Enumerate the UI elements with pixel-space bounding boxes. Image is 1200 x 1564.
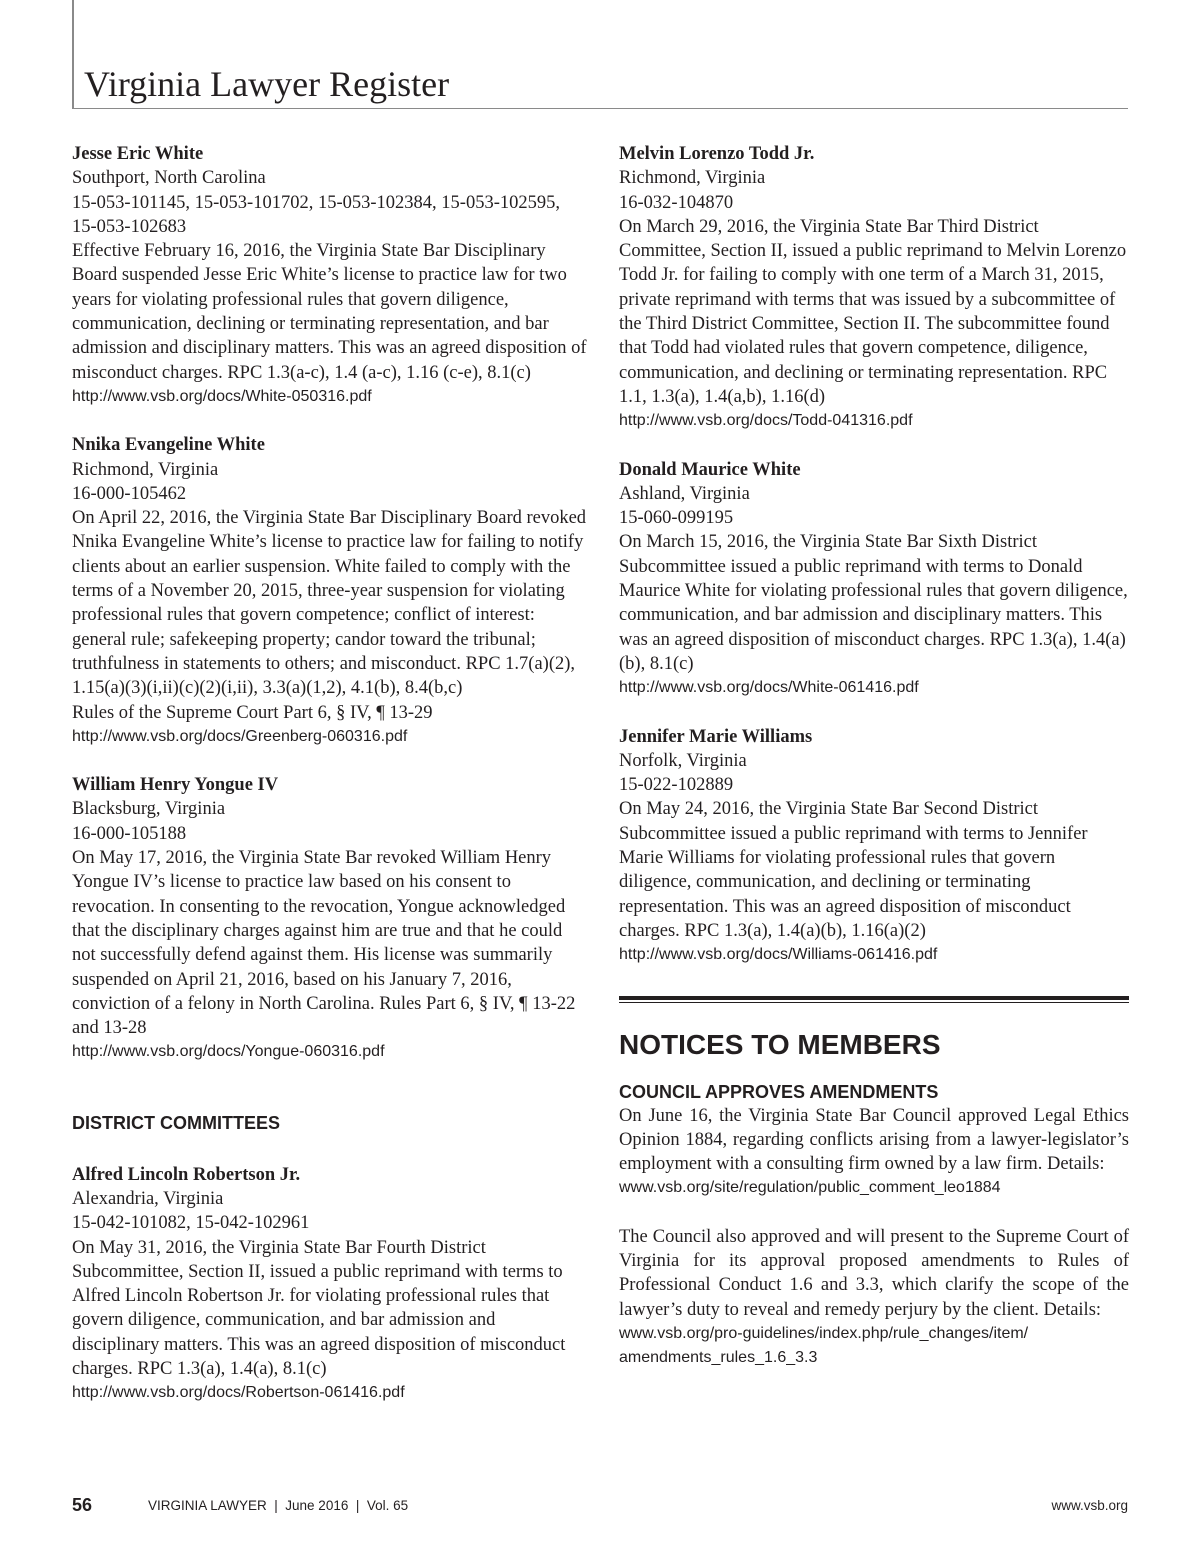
header-horizontal-rule <box>72 108 1128 109</box>
right-column <box>619 142 1129 1370</box>
entry-body: On March 29, 2016, the Virginia State Bar Third District Committee, Section II, issued a public reprimand to Melvin Lorenzo Todd Jr. for failing to comply with one term of a March 31, 2015, private reprimand with terms that was issued by a subcommittee of the Third District Committee, Section II. The subcommittee found that Todd had violated rules that govern competence, diligence, communication, and declining or terminating representation. RPC 1.1, 1.3(a), 1.4(a,b), 1.16(d) <box>619 216 1127 407</box>
notice-subheading: COUNCIL APPROVES AMENDMENTS <box>619 1081 939 1102</box>
entry-body: On April 22, 2016, the Virginia State Bar Disciplinary Board revoked Nnika Evangeline White’s license to practice law for failing to notify clients about an earlier suspension. White failed to comply with the terms of a November 20, 2015, three-year suspension for violating professional rules that govern competence; conflict of interest: general rule; safekeeping property; candor toward the tribunal; truthfulness in statements to others; and misconduct. RPC 1.7(a)(2), 1.15(a)(3)(i,ii)(c)(2)(i,ii), 3.3(a)(1,2), 4.1(b), 8.4(b,c) <box>72 508 587 699</box>
case-numbers: 15-042-101082, 15-042-102961 <box>72 1213 310 1234</box>
attorney-name: Alfred Lincoln Robertson Jr. <box>72 1164 301 1185</box>
entry-body: On May 24, 2016, the Virginia State Bar Second District Subcommittee issued a public reprimand with terms to Jennifer Marie Williams for violating professional rules that govern diligence, communication, and declining or terminating representation. This was an agreed disposition of misconduct charges. RPC 1.3(a), 1.4(a)(b), 1.16(a)(2) <box>619 799 1088 941</box>
entry-body: On May 17, 2016, the Virginia State Bar revoked William Henry Yongue IV’s license to practice law based on his consent to revocation. In consenting to the revocation, Yongue acknowledged that the disciplinary charges against him are true and that he could not successfully defend against them. His license was summarily suspended on April 21, 2016, based on his January 7, 2016, conviction of a felony in North Carolina. Rules Part 6, § IV, ¶ 13-22 and 13-28 <box>72 848 576 1039</box>
attorney-name: William Henry Yongue IV <box>72 775 279 796</box>
attorney-location: Richmond, Virginia <box>619 168 766 189</box>
attorney-location: Alexandria, Virginia <box>72 1188 224 1209</box>
page-footer <box>72 1494 1128 1518</box>
notice-paragraph: The Council also approved and will present to the Supreme Court of Virginia for its approval proposed amendments to Rules of Professional Conduct 1.6 and 3.3, which clarify the scope of the lawyer’s duty to reveal and remedy perjury by the client. Details: <box>619 1226 1129 1320</box>
attorney-location: Blacksburg, Virginia <box>72 799 226 820</box>
attorney-name: Donald Maurice White <box>619 459 801 480</box>
entry-body: On May 31, 2016, the Virginia State Bar Fourth District Subcommittee, Section II, issued a public reprimand with terms to Alfred Lincoln Robertson Jr. for violating professional rules that govern diligence, communication, and bar admission and disciplinary matters. This was an agreed disposition of misconduct charges. RPC 1.3(a), 1.4(a), 8.1(c) <box>72 1237 566 1380</box>
register-entry <box>72 433 587 749</box>
notice-paragraph: On June 16, the Virginia State Bar Council approved Legal Ethics Opinion 1884, regarding conflicts arising from a lawyer-legislator’s employment with a consulting firm owned by a law firm. Details: <box>619 1105 1129 1175</box>
page-header-title: Virginia Lawyer Register <box>84 64 450 104</box>
register-entry <box>72 773 587 1065</box>
attorney-location: Norfolk, Virginia <box>619 750 747 771</box>
attorney-name: Nnika Evangeline White <box>72 435 265 456</box>
notice-link-line: www.vsb.org/pro-guidelines/index.php/rule_changes/item/ <box>619 1324 1029 1342</box>
attorney-location: Ashland, Virginia <box>619 483 750 504</box>
district-committees-heading: DISTRICT COMMITTEES <box>72 1112 280 1133</box>
header-vertical-rule <box>72 0 74 108</box>
section-divider <box>619 996 1129 1003</box>
register-entry <box>72 1163 587 1406</box>
attorney-name: Jesse Eric White <box>72 144 204 164</box>
register-entry <box>619 142 1129 434</box>
case-numbers: 16-000-105188 <box>72 823 187 844</box>
left-column <box>72 142 587 1430</box>
document-link[interactable]: http://www.vsb.org/docs/White-050316.pdf <box>72 387 372 405</box>
attorney-name: Melvin Lorenzo Todd Jr. <box>619 144 815 164</box>
entry-body: On March 15, 2016, the Virginia State Bar Sixth District Subcommittee issued a public reprimand with terms to Donald Maurice White for violating professional rules that govern diligence, communication, and bar admission and disciplinary matters. This was an agreed disposition of misconduct charges. RPC 1.3(a), 1.4(a)(b), 8.1(c) <box>619 532 1128 674</box>
entry-body: Effective February 16, 2016, the Virginia State Bar Disciplinary Board suspended Jesse Eric White’s license to practice law for two years for violating professional rules that govern diligence, communication, declining or terminating representation, and bar admission and disciplinary matters. This was an agreed disposition of misconduct charges. RPC 1.3(a-c), 1.4 (a-c), 1.16 (c-e), 8.1(c) <box>72 241 587 383</box>
register-entry <box>619 725 1129 968</box>
register-entry <box>619 458 1129 701</box>
attorney-name: Jennifer Marie Williams <box>619 726 813 747</box>
website-link[interactable]: www.vsb.org <box>1051 1498 1128 1513</box>
notices-title: NOTICES TO MEMBERS <box>619 1028 941 1060</box>
case-numbers: 16-032-104870 <box>619 192 734 213</box>
document-link[interactable]: http://www.vsb.org/docs/Yongue-060316.pdf <box>72 1043 385 1061</box>
document-link[interactable]: http://www.vsb.org/docs/Williams-061416.pdf <box>619 946 938 964</box>
page-number: 56 <box>72 1495 93 1515</box>
notice-link-line: amendments_rules_1.6_3.3 <box>619 1349 818 1367</box>
case-numbers: 16-000-105462 <box>72 483 187 504</box>
document-link[interactable]: http://www.vsb.org/docs/White-061416.pdf <box>619 679 919 697</box>
case-numbers: 15-060-099195 <box>619 508 734 529</box>
attorney-location: Southport, North Carolina <box>72 168 266 189</box>
notice-link[interactable] <box>619 1322 1129 1371</box>
document-link[interactable]: http://www.vsb.org/docs/Greenberg-060316.pdf <box>72 727 408 745</box>
attorney-location: Richmond, Virginia <box>72 459 219 480</box>
notice-link[interactable]: www.vsb.org/site/regulation/public_comment_leo1884 <box>619 1179 1001 1197</box>
register-entry <box>72 142 587 409</box>
document-link[interactable]: http://www.vsb.org/docs/Todd-041316.pdf <box>619 412 913 430</box>
case-numbers: 15-053-101145, 15-053-101702, 15-053-102384, 15-053-102595, 15-053-102683 <box>72 192 560 237</box>
case-numbers: 15-022-102889 <box>619 775 734 796</box>
entry-rules-citation: Rules of the Supreme Court Part 6, § IV, ¶ 13-29 <box>72 702 433 723</box>
publication-info: VIRGINIA LAWYER | June 2016 | Vol. 65 <box>148 1498 409 1513</box>
document-link[interactable]: http://www.vsb.org/docs/Robertson-061416.pdf <box>72 1384 405 1402</box>
